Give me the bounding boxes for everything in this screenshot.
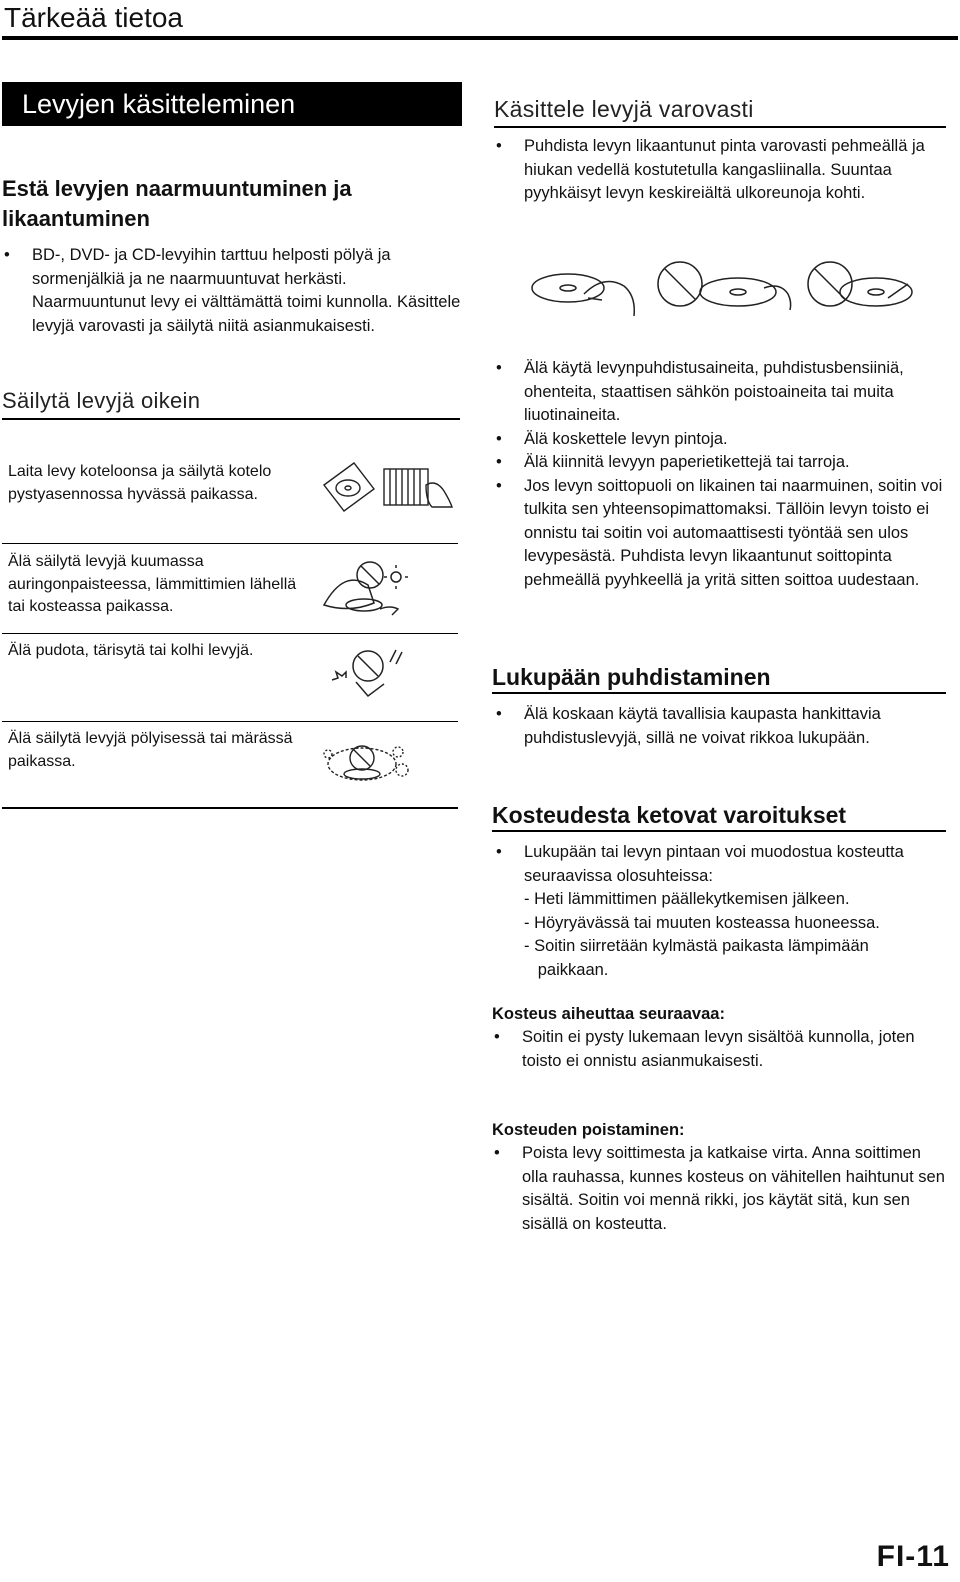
title-rule xyxy=(2,36,958,40)
page-title: Tärkeää tietoa xyxy=(4,2,183,33)
divider xyxy=(2,418,460,420)
list-item: • Lukupään tai levyn pintaan voi muodostua kosteutta seuraavissa olosuhteissa: xyxy=(494,841,950,888)
label-remove: Kosteuden poistaminen: xyxy=(492,1121,685,1139)
label-effects: Kosteus aiheuttaa seuraavaa: xyxy=(492,1005,725,1023)
list-item: • Älä koskettele levyn pintoja. xyxy=(494,428,950,452)
list-item: • Älä käytä levynpuhdistusaineita, puhdistusbensiiniä, ohenteita, staattisen sähkön poistoaineita tai muita liuotinaineita. xyxy=(494,357,950,428)
list-item: • Soitin ei pysty lukemaan levyn sisältöä kunnolla, joten toisto ei onnistu asianmukaisesti. xyxy=(492,1026,948,1073)
heading-moisture: Kosteudesta ketovat varoitukset xyxy=(492,802,847,828)
care-row xyxy=(8,461,460,506)
care-row xyxy=(8,551,460,619)
divider xyxy=(492,692,946,694)
disc-wipe-correct-icon xyxy=(532,274,604,302)
disc-case-storage-icon xyxy=(318,455,458,519)
divider xyxy=(2,807,458,809)
page-number: FI-11 xyxy=(876,1540,950,1573)
dash-item: - Höyryävässä tai muuten kosteassa huoneessa. xyxy=(524,913,880,932)
list-item: • Poista levy soittimesta ja katkaise virta. Anna soittimen olla rauhassa, kunnes kosteus on vähitellen haihtunut sen sisältä. Soitin voi mennä rikki, jos käytät sitä, kun sen sisällä on kosteutta. xyxy=(492,1142,948,1236)
care-text: Älä säilytä levyjä pölyisessä tai märässä paikassa. xyxy=(8,730,293,770)
no-dust-icon xyxy=(318,730,458,794)
list-item: • Jos levyn soittopuoli on likainen tai naarmuinen, soitin voi tulkita sen yhteensopimattomaksi. Tällöin levyn toisto ei onnistu tai soitin voi automaattisesti työntää sen ulos levypesästä. Puhdista levyn likaantunut soittopinta pehmeällä pyyhkeellä ja yritä sitten soittoa uudestaan. xyxy=(494,475,950,593)
list-item: • Älä kiinnitä levyyn paperietikettejä tai tarroja. xyxy=(494,451,950,475)
divider xyxy=(2,633,458,634)
care-text: Älä pudota, tärisytä tai kolhi levyjä. xyxy=(8,642,254,659)
heading-lens-cleaning: Lukupään puhdistaminen xyxy=(492,664,771,690)
divider xyxy=(492,830,946,832)
left-bullets xyxy=(2,244,462,338)
left-column xyxy=(2,82,462,126)
heading-prevent-scratches: Estä levyjen naarmuuntuminen ja likaantuminen xyxy=(2,176,352,231)
care-row xyxy=(8,728,460,773)
divider xyxy=(2,543,458,544)
divider xyxy=(2,721,458,722)
care-row xyxy=(8,640,460,663)
cleaning-illustrations xyxy=(528,258,928,328)
section-banner: Levyjen käsitteleminen xyxy=(2,82,462,126)
dash-item: - Soitin siirretään kylmästä paikasta lämpimään xyxy=(524,937,869,955)
heading-handle-carefully: Käsittele levyjä varovasti xyxy=(494,96,754,122)
no-drop-icon xyxy=(318,638,458,702)
divider xyxy=(494,126,946,128)
list-item: • Puhdista levyn likaantunut pinta varovasti pehmeällä ja hiukan vedellä kostutetulla kangasliinalla. Suuntaa pyyhkäisyt levyn keskireiältä ulkoreunoja kohti. xyxy=(494,135,946,206)
heading-store-correctly: Säilytä levyjä oikein xyxy=(2,388,201,413)
care-text: Älä säilytä levyjä kuumassa auringonpaisteessa, lämmittimien lähellä tai kosteassa paikassa. xyxy=(8,553,297,615)
no-heat-sun-icon xyxy=(318,557,458,621)
dash-item: paikkaan. xyxy=(524,960,609,979)
care-text: Laita levy koteloonsa ja säilytä kotelo pystyasennossa hyvässä paikassa. xyxy=(8,463,272,503)
list-item: • Älä koskaan käytä tavallisia kaupasta hankittavia puhdistuslevyjä, sillä ne voivat rikkoa lukupään. xyxy=(494,703,946,750)
list-item: • BD-, DVD- ja CD-levyihin tarttuu helposti pölyä ja sormenjälkiä ja ne naarmuuntuvat herkästi. Naarmuuntunut levy ei välttämättä toimi kunnolla. Käsittele levyjä varovasti ja säilytä niitä asianmukaisesti. xyxy=(2,244,462,338)
dash-item: - Heti lämmittimen päällekytkemisen jälkeen. xyxy=(524,890,850,908)
